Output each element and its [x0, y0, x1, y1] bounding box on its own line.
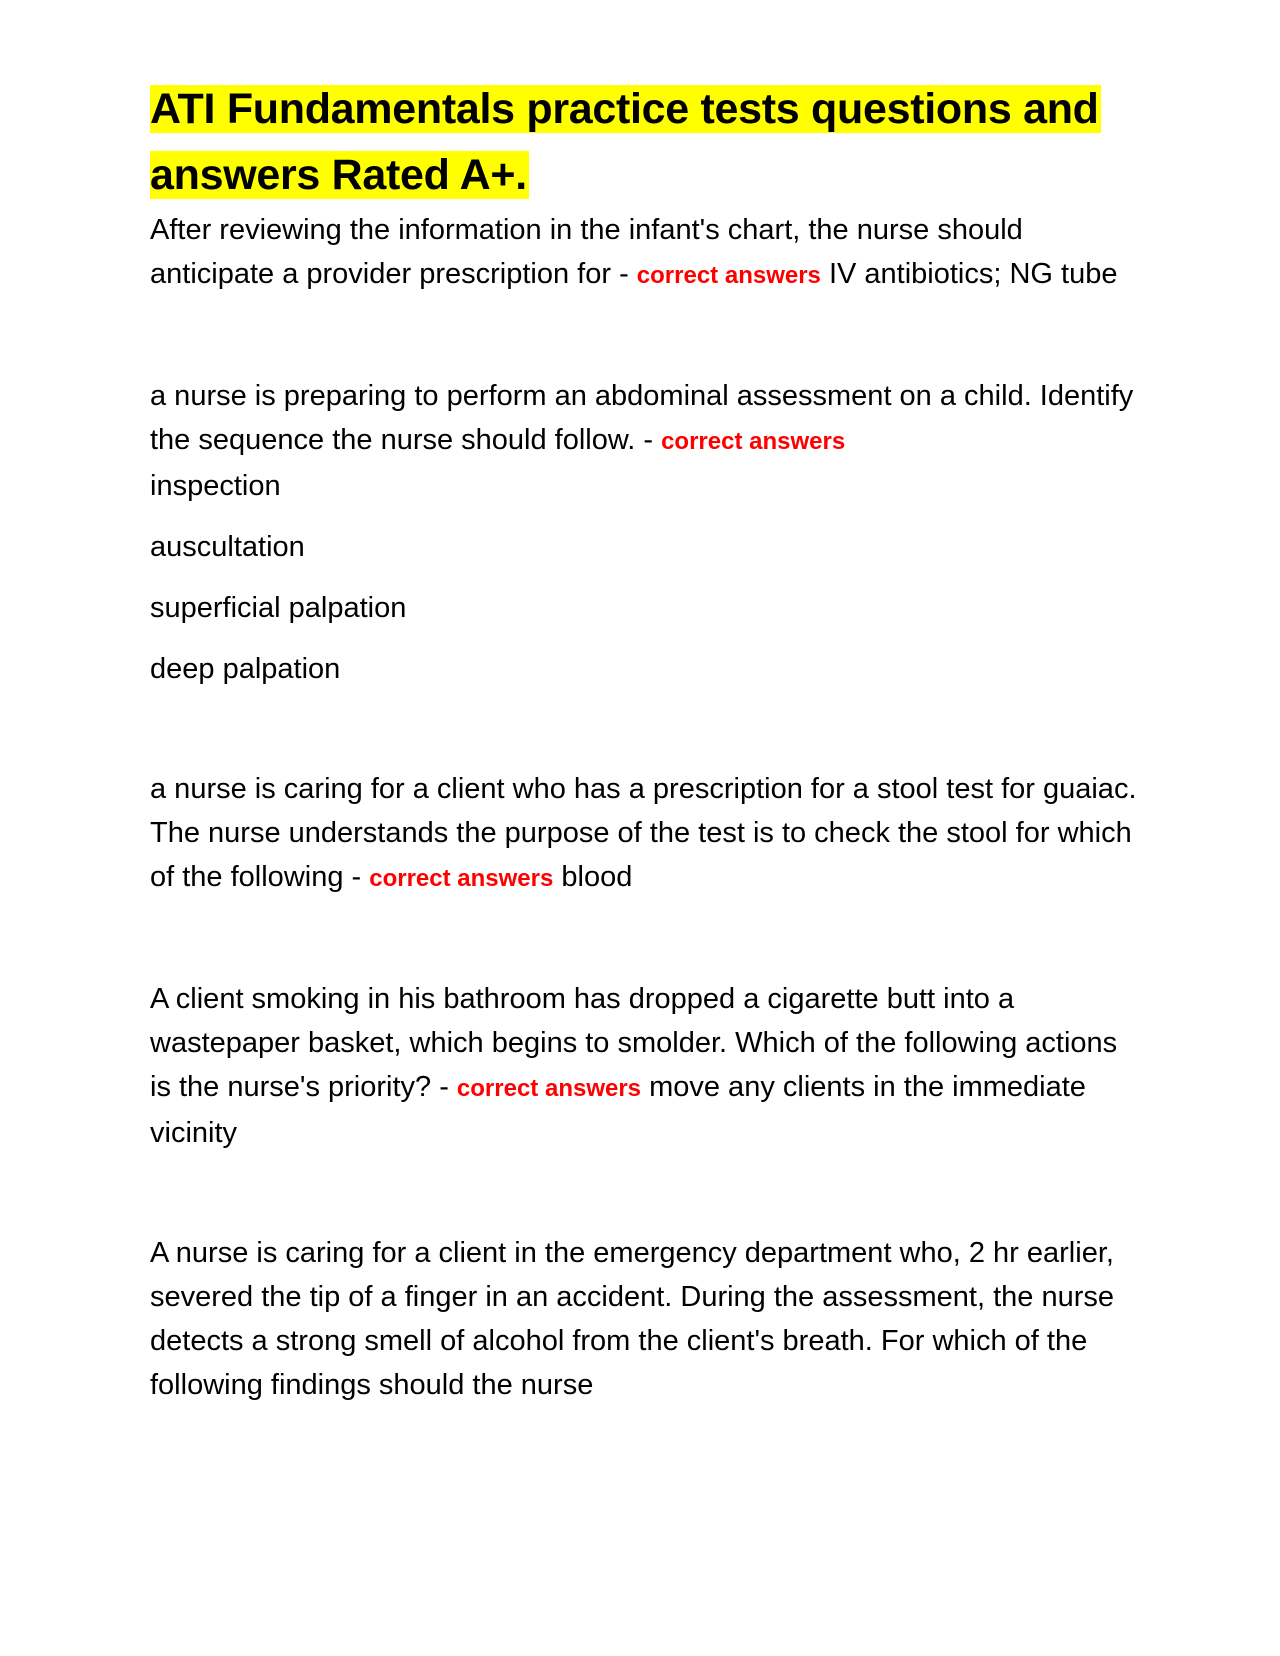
- answer-2-step: auscultation: [150, 531, 305, 563]
- question-4-text: A client smoking in his bathroom has dropped a cigarette butt into a wastepaper basket, which begins to smolder. Which of the following actions is the nurse's priority? -: [150, 983, 1118, 1103]
- correct-answers-label: correct answers: [456, 1075, 642, 1102]
- question-4: [150, 977, 1140, 1155]
- title-highlight: ATI Fundamentals practice tests questions and answers Rated A+.: [150, 85, 1099, 199]
- question-3: [150, 767, 1140, 901]
- answer-4-text: move any clients in the immediate vicinity: [150, 1071, 1086, 1149]
- question-5: [150, 1231, 1140, 1407]
- correct-answers-label: correct answers: [661, 428, 846, 455]
- answer-1-text: IV antibiotics; NG tube: [820, 258, 1118, 290]
- question-1-text: After reviewing the information in the infant's chart, the nurse should anticipate a provider prescription for -: [150, 214, 1023, 290]
- question-3-text: a nurse is caring for a client who has a prescription for a stool test for guaiac. The nurse understands the purpose of the test is to check the stool for which of the following -: [150, 773, 1137, 893]
- answer-2-step: superficial palpation: [150, 592, 407, 624]
- answer-3-text: blood: [553, 861, 633, 893]
- document-title: [150, 76, 1140, 208]
- answer-2-step: deep palpation: [150, 653, 341, 685]
- correct-answers-label: correct answers: [369, 865, 554, 892]
- question-2: [150, 374, 1140, 464]
- question-1: [150, 208, 1140, 298]
- question-2-text: a nurse is preparing to perform an abdominal assessment on a child. Identify the sequence the nurse should follow. -: [150, 380, 1134, 456]
- question-5-text: A nurse is caring for a client in the emergency department who, 2 hr earlier, severed the tip of a finger in an accident. During the assessment, the nurse detects a strong smell of alcohol from the client's breath. For which of the following findings should the nurse: [150, 1237, 1114, 1401]
- document-content: [150, 76, 1140, 1407]
- correct-answers-label: correct answers: [636, 262, 821, 289]
- answer-2-step: inspection: [150, 470, 281, 502]
